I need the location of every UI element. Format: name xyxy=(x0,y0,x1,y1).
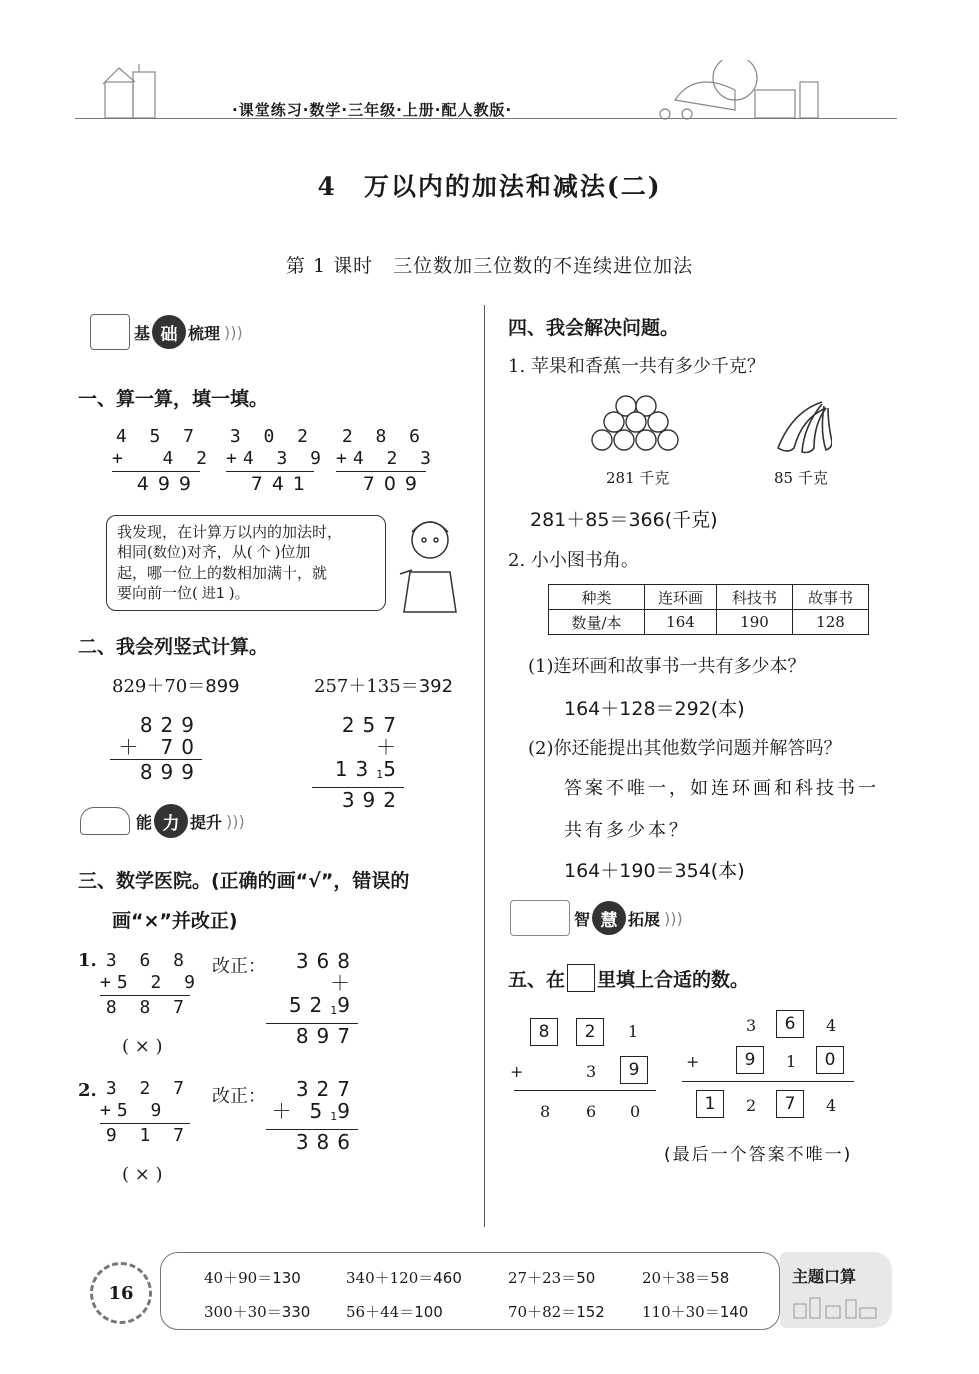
table-row xyxy=(549,610,869,635)
q1-answer xyxy=(530,505,718,532)
sub1-answer-unit: (本) xyxy=(710,698,745,720)
hospital-2-fix-b1: 5 xyxy=(309,1099,331,1123)
oral-item-3 xyxy=(508,1267,595,1288)
books-icon xyxy=(510,900,570,936)
calc2-1-answer: 899 xyxy=(139,760,202,784)
oral-answer: 140 xyxy=(719,1303,749,1321)
oral-answer: 50 xyxy=(576,1269,596,1287)
puzzle2-result: 4 xyxy=(826,1096,837,1115)
puzzle1-result: 8 xyxy=(540,1102,551,1121)
badge-wisdom xyxy=(510,900,683,936)
badge-wisdom-char2: 慧 xyxy=(592,901,626,935)
badge-ability-char1: 能 xyxy=(136,812,153,832)
hospital-2-bottom: +5 9 xyxy=(100,1100,168,1121)
apples-icon xyxy=(588,394,692,462)
oral-question: 40＋90＝ xyxy=(204,1269,273,1287)
section5-heading-b: 里填上合适的数。 xyxy=(597,968,750,991)
hospital-1-mark: ( × ) xyxy=(122,1036,163,1057)
table-header-row xyxy=(549,585,869,610)
puzzle2-box2-value: 9 xyxy=(736,1046,764,1074)
badge-ability xyxy=(80,804,245,838)
bubble-text-a: 相同( xyxy=(117,543,153,561)
q2-text: 2. 小小图书角。 xyxy=(508,550,639,571)
calc-2 xyxy=(226,426,328,495)
chapter-title: 4 万以内的加法和减法(二) xyxy=(317,172,662,201)
eq2-answer: 392 xyxy=(418,676,454,697)
oral-question: 20＋38＝ xyxy=(642,1269,711,1287)
calc2-2-plus: ＋ xyxy=(376,735,404,759)
column-divider xyxy=(484,305,485,1227)
hospital-1-fix-b2: 9 xyxy=(337,993,358,1017)
sub2-answer-unit: (本) xyxy=(710,860,745,882)
table-header-cell: 科技书 xyxy=(717,585,793,610)
eq1-answer: 899 xyxy=(205,676,240,697)
calc-1-answer: 499 xyxy=(136,473,200,495)
badge-ability-char2: 力 xyxy=(154,804,188,838)
calc2-2-answer: 392 xyxy=(341,788,404,812)
hospital-1-fix-b1: 52 xyxy=(288,993,331,1017)
oral-question: 70＋82＝ xyxy=(508,1303,577,1321)
sub2-hand-line2: 共有多少本？ xyxy=(564,820,690,841)
hospital-2-fix-top: 327 xyxy=(295,1077,358,1101)
fill-digit: 数位 xyxy=(152,545,181,561)
city-skyline-icon xyxy=(790,1294,882,1320)
calc-3-top: 2 8 6 xyxy=(341,426,426,447)
calc2-1-bottom: 70 xyxy=(160,735,202,759)
hospital-2-fix-carry: 1 xyxy=(330,1110,338,1123)
hospital-item-1-num: 1. xyxy=(78,950,97,971)
q1-answer-unit: (千克) xyxy=(664,509,718,531)
puzzle1-box2[interactable] xyxy=(576,1018,604,1046)
puzzle2-result: 2 xyxy=(746,1096,757,1115)
hospital-item-1-wrong xyxy=(100,950,202,1019)
wave-icon: ))) xyxy=(224,322,243,342)
calc-3 xyxy=(336,426,438,495)
oral-question: 56＋44＝ xyxy=(346,1303,415,1321)
calc2-2-top: 257 xyxy=(341,713,404,737)
hospital-1-result: 8 8 7 xyxy=(105,997,190,1018)
calc-2-answer: 741 xyxy=(250,473,314,495)
table-header-cell: 故事书 xyxy=(793,585,869,610)
puzzle2-box4[interactable] xyxy=(696,1090,724,1118)
oral-answer: 130 xyxy=(272,1269,301,1287)
table-cell: 128 xyxy=(793,610,869,635)
oral-question: 110＋30＝ xyxy=(642,1303,720,1321)
section1-heading: 一、算一算，填一填。 xyxy=(78,388,269,410)
puzzle1-result: 6 xyxy=(586,1102,597,1121)
puzzle1-box1[interactable] xyxy=(530,1018,558,1046)
oral-calc-label-box xyxy=(780,1252,892,1328)
table-header-cell: 种类 xyxy=(549,585,645,610)
q1-text: 1. 苹果和香蕉一共有多少千克？ xyxy=(508,356,765,377)
oral-answer: 100 xyxy=(414,1303,443,1321)
puzzle2-box4-value: 1 xyxy=(696,1090,724,1118)
sub2-answer xyxy=(564,856,745,883)
oral-item-8 xyxy=(642,1301,748,1322)
puzzle2-rule xyxy=(682,1081,854,1082)
page-number: 16 xyxy=(90,1262,152,1324)
hospital-1-fix-answer: 897 xyxy=(295,1024,358,1048)
section4-heading: 四、我会解决问题。 xyxy=(508,317,680,339)
puzzle-note: (最后一个答案不唯一) xyxy=(664,1145,853,1165)
calc2-2-b1: 13 xyxy=(334,757,377,781)
puzzle1-box2-value: 2 xyxy=(576,1018,604,1046)
table-row-label: 数量/本 xyxy=(549,610,645,635)
fill-start: 个 xyxy=(256,545,271,561)
puzzle2-digit: 4 xyxy=(826,1016,837,1035)
apples-label: 281 千克 xyxy=(606,469,670,487)
calc-1-top: 4 5 7 xyxy=(115,426,200,447)
puzzle2-box1-value: 6 xyxy=(776,1010,804,1038)
eq1 xyxy=(112,672,240,698)
table-cell: 164 xyxy=(645,610,717,635)
badge-basic-rest: 梳理 xyxy=(188,323,221,343)
sub2-hand-line1: 答案不唯一，如连环画和科技书一 xyxy=(564,778,879,799)
puzzle2-plus: + xyxy=(686,1052,700,1071)
books-table xyxy=(548,584,869,635)
oral-item-4 xyxy=(642,1267,729,1288)
oral-item-7 xyxy=(508,1301,605,1322)
table-header-cell: 连环画 xyxy=(645,585,717,610)
fill-carry: 进1 xyxy=(201,586,225,602)
lesson-title: 第 1 课时 三位数加三位数的不连续进位加法 xyxy=(285,255,694,277)
hospital-2-top: 3 2 7 xyxy=(105,1078,190,1099)
puzzle2-box3-value: 0 xyxy=(816,1046,844,1074)
puzzle1-box1-value: 8 xyxy=(530,1018,558,1046)
bubble-text-e: )。 xyxy=(228,584,250,602)
sub2-answer-nums: 164＋190＝354 xyxy=(564,860,711,882)
calc-2-bottom: +4 3 9 xyxy=(226,448,328,469)
sub2-text: (2)你还能提出其他数学问题并解答吗？ xyxy=(528,738,842,759)
wave-icon: ))) xyxy=(226,811,245,831)
sub1-text: (1)连环画和故事书一共有多少本？ xyxy=(528,656,806,677)
calc2-2-b2: 5 xyxy=(383,757,404,781)
badge-basic-char1: 基 xyxy=(134,323,151,343)
calc-1-bottom: + 4 2 xyxy=(112,448,214,469)
badge-wisdom-char1: 智 xyxy=(574,909,591,929)
oral-item-2 xyxy=(346,1267,462,1288)
calc2-1-plus: ＋ xyxy=(118,735,147,759)
badge-ability-rest: 提升 xyxy=(190,812,223,832)
bananas-icon xyxy=(772,398,832,458)
bubble-text-b: )对齐，从( xyxy=(180,543,253,561)
calc2-1-top: 829 xyxy=(139,713,202,737)
section5-heading-a: 五、在 xyxy=(508,968,566,991)
calc-1 xyxy=(112,426,214,495)
hospital-2-mark: ( × ) xyxy=(122,1164,163,1185)
badge-wisdom-rest: 拓展 xyxy=(628,909,661,929)
calc-3-answer: 709 xyxy=(362,473,426,495)
hospital-1-fix-label: 改正： xyxy=(212,956,266,977)
puzzle2-box1[interactable] xyxy=(776,1010,804,1038)
calc-2-top: 3 0 2 xyxy=(229,426,314,447)
q1-answer-nums: 281＋85＝366 xyxy=(530,509,665,531)
oral-answer: 460 xyxy=(433,1269,462,1287)
puzzle1-box3-value: 9 xyxy=(620,1056,648,1084)
calc2-1 xyxy=(110,714,202,783)
puzzle2-box5-value: 7 xyxy=(776,1090,804,1118)
oral-item-1 xyxy=(204,1267,301,1288)
puzzle2-box3[interactable] xyxy=(816,1046,844,1074)
hospital-1-top: 3 6 8 xyxy=(105,950,190,971)
oral-answer: 330 xyxy=(281,1303,311,1321)
oral-answer: 152 xyxy=(576,1303,605,1321)
wave-icon: ))) xyxy=(664,908,683,928)
hospital-2-result: 9 1 7 xyxy=(105,1125,190,1146)
hospital-2-fix-answer: 386 xyxy=(295,1130,358,1154)
hospital-1-fix-top: 368 xyxy=(295,949,358,973)
table-cell: 190 xyxy=(717,610,793,635)
puzzle1-digit: 3 xyxy=(586,1062,597,1081)
eq2 xyxy=(314,672,453,698)
hospital-item-2-wrong xyxy=(100,1078,190,1147)
bubble-line-3: 起，哪一位上的数相加满十，就 xyxy=(117,564,328,582)
slide-icon xyxy=(90,314,130,350)
hospital-item-1-fix: 368 $+52_19$ 897 xyxy=(266,950,358,1047)
series-title: ·课堂练习·数学·三年级·上册·配人教版· xyxy=(232,101,513,119)
oral-answer: 58 xyxy=(710,1269,730,1287)
oral-calc-label: 主题口算 xyxy=(792,1267,857,1286)
sub1-answer xyxy=(564,694,745,721)
student-icon xyxy=(392,512,462,617)
calc2-2 xyxy=(312,714,404,811)
section3-heading-line1: 三、数学医院。(正确的画“√”，错误的 xyxy=(78,870,410,892)
calc2-2-carry: 1 xyxy=(376,768,384,781)
hospital-2-fix-b2: 9 xyxy=(337,1099,358,1123)
oral-question: 300＋30＝ xyxy=(204,1303,282,1321)
puzzle1-digit: 1 xyxy=(628,1022,639,1041)
badge-basic-char2: 础 xyxy=(152,315,186,349)
section2-heading: 二、我会列竖式计算。 xyxy=(78,636,269,658)
badge-basic xyxy=(90,314,243,350)
bananas-label: 85 千克 xyxy=(774,469,828,487)
section3-heading-line2: 画“×”并改正) xyxy=(112,910,238,932)
hospital-item-2-fix: 327 ＋ $5_19$ 386 xyxy=(266,1078,358,1153)
eq1-text: 829＋70＝ xyxy=(112,676,206,697)
hospital-2-fix-label: 改正： xyxy=(212,1086,266,1107)
puzzle1-rule xyxy=(514,1090,656,1091)
bubble-text-d: 要向前一位( xyxy=(117,584,198,602)
puzzle2-digit: 3 xyxy=(746,1016,757,1035)
bubble-line-1: 我发现，在计算万以内的加法时， xyxy=(117,523,343,541)
oral-question: 27＋23＝ xyxy=(508,1269,577,1287)
eq2-text: 257＋135＝ xyxy=(314,676,419,697)
car-icon xyxy=(80,807,130,835)
section5-heading xyxy=(508,964,749,992)
puzzle1-box3[interactable] xyxy=(620,1056,648,1084)
puzzle1-plus: + xyxy=(510,1062,524,1081)
oral-question: 340＋120＝ xyxy=(346,1269,434,1287)
blank-box-icon xyxy=(567,964,595,992)
puzzle2-digit: 1 xyxy=(786,1052,797,1071)
speech-bubble xyxy=(106,515,386,611)
oral-item-5 xyxy=(204,1301,310,1322)
oral-item-6 xyxy=(346,1301,443,1322)
hospital-1-bottom: +5 2 9 xyxy=(100,972,202,993)
puzzle2-box2[interactable] xyxy=(736,1046,764,1074)
sub1-answer-nums: 164＋128＝292 xyxy=(564,698,711,720)
hospital-item-2-num: 2. xyxy=(78,1080,97,1101)
puzzle2-box5[interactable] xyxy=(776,1090,804,1118)
calc-3-bottom: +4 2 3 xyxy=(336,448,438,469)
hospital-1-fix-carry: 1 xyxy=(330,1004,338,1017)
puzzle1-result: 0 xyxy=(630,1102,641,1121)
bubble-text-c: )位加 xyxy=(274,543,311,561)
